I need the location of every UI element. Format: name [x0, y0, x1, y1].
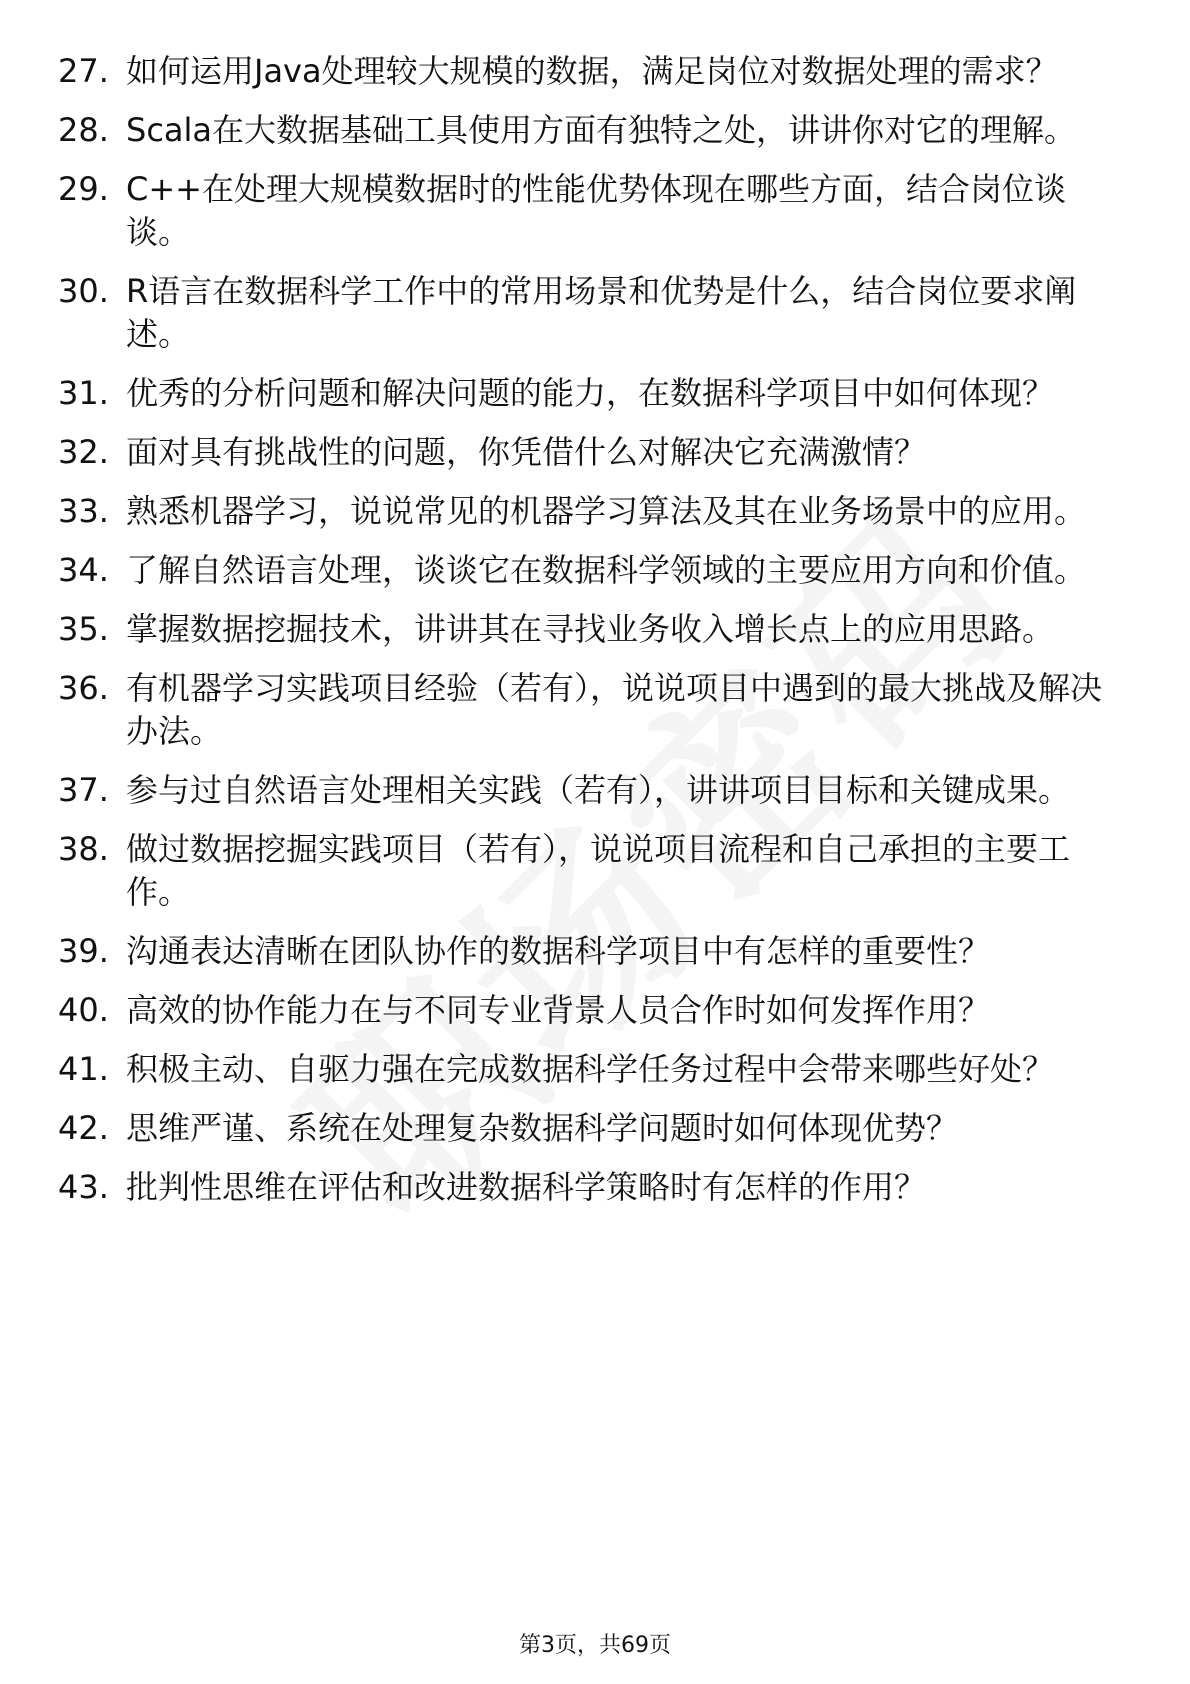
question-text: C++在处理大规模数据时的性能优势体现在哪些方面，结合岗位谈谈。: [126, 170, 1066, 251]
question-number: 40.: [58, 991, 109, 1029]
question-item: [58, 168, 1128, 254]
question-number: 29.: [58, 170, 109, 208]
page-number: 第3页，共69页: [519, 1633, 671, 1658]
question-text: 思维严谨、系统在处理复杂数据科学问题时如何体现优势？: [126, 1109, 959, 1147]
question-text: 有机器学习实践项目经验（若有），说说项目中遇到的最大挑战及解决办法。: [126, 669, 1103, 750]
question-text: 积极主动、自驱力强在完成数据科学任务过程中会带来哪些好处？: [126, 1050, 1055, 1088]
question-number: 27.: [58, 52, 109, 90]
question-text: 面对具有挑战性的问题，你凭借什么对解决它充满激情？: [126, 433, 927, 471]
question-item: [58, 431, 1128, 474]
question-number: 39.: [58, 932, 109, 970]
question-item: [58, 828, 1128, 914]
question-number: 28.: [58, 111, 109, 149]
question-number: 33.: [58, 492, 109, 530]
question-number: 43.: [58, 1168, 109, 1206]
question-item: [58, 930, 1128, 973]
question-number: 30.: [58, 272, 109, 310]
question-number: 32.: [58, 433, 109, 471]
question-number: 42.: [58, 1109, 109, 1147]
question-item: [58, 490, 1128, 533]
question-text: 高效的协作能力在与不同专业背景人员合作时如何发挥作用？: [126, 991, 991, 1029]
question-text: 优秀的分析问题和解决问题的能力，在数据科学项目中如何体现？: [126, 374, 1055, 412]
question-text: R语言在数据科学工作中的常用场景和优势是什么，结合岗位要求阐述。: [126, 272, 1077, 353]
question-item: [58, 1107, 1128, 1150]
question-item: [58, 50, 1128, 93]
question-item: [58, 989, 1128, 1032]
question-item: [58, 549, 1128, 592]
question-item: [58, 270, 1128, 356]
question-number: 38.: [58, 830, 109, 868]
question-number: 36.: [58, 669, 109, 707]
question-number: 35.: [58, 610, 109, 648]
question-number: 31.: [58, 374, 109, 412]
question-text: 做过数据挖掘实践项目（若有），说说项目流程和自己承担的主要工作。: [126, 830, 1071, 911]
question-number: 34.: [58, 551, 109, 589]
question-text: 如何运用Java处理较大规模的数据，满足岗位对数据处理的需求？: [126, 52, 1058, 90]
question-list: [58, 50, 1128, 1225]
question-item: [58, 109, 1128, 152]
question-item: [58, 372, 1128, 415]
question-text: 参与过自然语言处理相关实践（若有），讲讲项目目标和关键成果。: [126, 771, 1071, 809]
question-item: [58, 1048, 1128, 1091]
question-number: 37.: [58, 771, 109, 809]
question-text: Scala在大数据基础工具使用方面有独特之处，讲讲你对它的理解。: [126, 111, 1077, 149]
question-text: 批判性思维在评估和改进数据科学策略时有怎样的作用？: [126, 1168, 927, 1206]
question-text: 熟悉机器学习，说说常见的机器学习算法及其在业务场景中的应用。: [126, 492, 1087, 530]
question-text: 沟通表达清晰在团队协作的数据科学项目中有怎样的重要性？: [126, 932, 991, 970]
question-item: [58, 1166, 1128, 1209]
question-item: [58, 667, 1128, 753]
question-text: 掌握数据挖掘技术，讲讲其在寻找业务收入增长点上的应用思路。: [126, 610, 1055, 648]
page-footer: [0, 1628, 1190, 1659]
question-item: [58, 769, 1128, 812]
question-item: [58, 608, 1128, 651]
question-text: 了解自然语言处理，谈谈它在数据科学领域的主要应用方向和价值。: [126, 551, 1087, 589]
question-number: 41.: [58, 1050, 109, 1088]
